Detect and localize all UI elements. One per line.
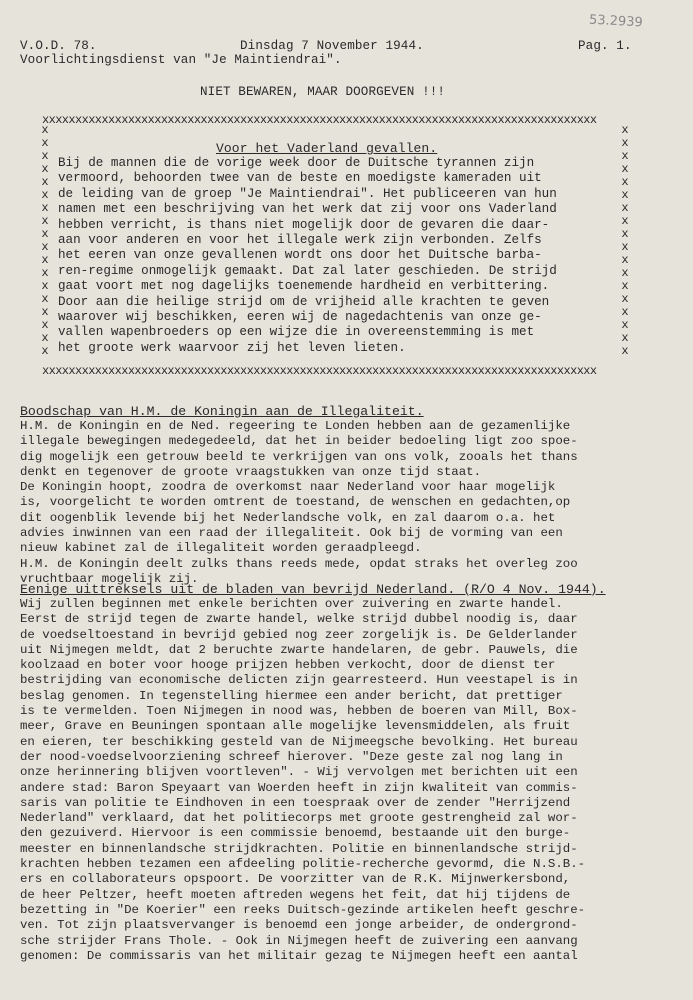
- memorial-line: Door aan die heilige strijd om de vrijheid alle krachten te geven: [58, 294, 550, 309]
- paragraph-line: koolzaad en boter voor hooge prijzen hebben verkocht, door de dienst ter: [20, 658, 556, 673]
- warning-line: NIET BEWAREN, MAAR DOORGEVEN !!!: [200, 85, 446, 99]
- frame-border-right: x x x x x x x x x x x x x x x x x x: [621, 123, 629, 358]
- service-name: Voorlichtingsdienst van "Je Maintiendrai".: [20, 53, 342, 67]
- paragraph-line: uit Nijmegen meldt, dat 2 beruchte zwarte handelaren, de gebr. Pauwels, die: [20, 642, 578, 657]
- frame-border-top: xxxxxxxxxxxxxxxxxxxxxxxxxxxxxxxxxxxxxxxxxxxxxxxxxxxxxxxxxxxxxxxxxxxxxxxxxxxxxxxxxxxx: [42, 113, 597, 127]
- paragraph-line: advies inwinnen van een raad der illegaliteit. Ook bij de vorming van een: [20, 526, 563, 541]
- memorial-text: [58, 156, 618, 356]
- paragraph-line: nieuw kabinet zal de illegaliteit worden geraadpleegd.: [20, 541, 422, 556]
- memorial-line: namen met een beschrijving van het werk dat zij voor ons Vaderland: [58, 202, 557, 217]
- archive-pencil-note: 53.2939: [588, 12, 644, 31]
- memorial-line: vermoord, behoorden twee van de beste en moedigste kameraden uit: [58, 171, 542, 186]
- paragraph-line: Eerst de strijd tegen de zwarte handel, welke strijd dubbel noodig is, daar: [20, 612, 578, 627]
- memorial-line: vallen wapenbroeders op een wijze die in overeenstemming is met: [58, 325, 535, 340]
- memorial-line: aan voor anderen en voor het illegale werk zijn verbonden. Zelfs: [58, 233, 542, 248]
- paragraph-line: de voedseltoestand in bevrijd gebied nog zeer zorgelijk is. De Gelderlander: [20, 627, 578, 642]
- paragraph-line: Nederland" verklaard, dat het politiecorps met groote gestrengheid zal wor-: [20, 811, 578, 826]
- liberated-press-section: [20, 582, 680, 964]
- memorial-line: de leiding van de groep "Je Maintiendrai". Het publiceeren van hun: [58, 186, 557, 201]
- memorial-line: waarover wij beschikken, eeren wij de nagedachtenis van onze ge-: [58, 310, 542, 325]
- liberated-press-title: Eenige uittreksels uit de bladen van bevrijd Nederland. (R/O 4 Nov. 1944).: [20, 582, 606, 597]
- memorial-line: het eeren van onze gevallenen wordt ons door het Duitsche barba-: [58, 248, 542, 263]
- paragraph-line: bestrijding van economische delicten zijn gearresteerd. Hun veestapel is in: [20, 673, 578, 688]
- paragraph-line: dig mogelijk een getrouw beeld te verkrijgen van ons volk, zooals het thans: [20, 449, 578, 464]
- paragraph-line: sche strijder Frans Thole. - Ook in Nijmegen heeft de zuivering een aanvang: [20, 933, 578, 948]
- paragraph-line: bezetting in "De Koerier" een reeks Duitsch-gezinde artikelen heeft geschre-: [20, 902, 586, 917]
- memorial-line: ren-regime onmogelijk gemaakt. Dat zal later geschieden. De strijd: [58, 263, 557, 278]
- frame-border-left: x x x x x x x x x x x x x x x x x x: [41, 123, 49, 358]
- paragraph-line: is te vermelden. Toen Nijmegen in nood was, hebben de boeren van Mill, Box-: [20, 704, 578, 719]
- memorial-line: Bij de mannen die de vorige week door de Duitsche tyrannen zijn: [58, 156, 535, 170]
- paragraph-line: meester en binnenlandsche strijdkrachten. Politie en binnenlandsche strijd-: [20, 841, 578, 856]
- issue-date: Dinsdag 7 November 1944.: [240, 39, 424, 53]
- queen-message-title: Boodschap van H.M. de Koningin aan de Illegaliteit.: [20, 404, 424, 419]
- frame-border-bottom: xxxxxxxxxxxxxxxxxxxxxxxxxxxxxxxxxxxxxxxxxxxxxxxxxxxxxxxxxxxxxxxxxxxxxxxxxxxxxxxxxxxx: [42, 364, 597, 378]
- paragraph-line: andere stad: Baron Speyaart van Woerden heeft in zijn kwaliteit van commis-: [20, 780, 578, 795]
- paragraph-line: den gezuiverd. Hiervoor is een commissie benoemd, bestaande uit den burge-: [20, 826, 571, 841]
- paragraph-line: meer, Grave en Beuningen spontaan alle mogelijke levensmiddelen, als fruit: [20, 719, 571, 734]
- paragraph-line: onze herinnering blijven voortleven". - Wij vervolgen met berichten uit een: [20, 765, 578, 780]
- paragraph-line: dit oogenblik levende bij het Nederlandsche volk, en zal daarom o.a. het: [20, 510, 556, 525]
- queen-message-section: [20, 404, 680, 587]
- paragraph-line: ven. Tot zijn plaatsvervanger is benoemd een jonge arbeider, de ondergrond-: [20, 918, 578, 933]
- memorial-line: het groote werk waarvoor zij het leven lieten.: [58, 340, 406, 355]
- paragraph-line: is, voorgelicht te worden omtrent de toestand, de wenschen en gedachten,op: [20, 495, 571, 510]
- paragraph-line: ers en collaborateurs opspoort. De voorzitter van de R.K. Mijnwerkersbond,: [20, 872, 571, 887]
- paragraph-line: genomen: De commissaris van het militair gezag te Nijmegen heeft een aantal: [20, 948, 578, 963]
- memorial-title: Voor het Vaderland gevallen.: [216, 141, 438, 156]
- paragraph-line: illegale bewegingen medegedeeld, dat het in beider bedoeling ligt zoo spoe-: [20, 434, 578, 449]
- paragraph-line: krachten hebben tezamen een afdeeling politie-recherche gevormd, die N.S.B.-: [20, 857, 586, 872]
- issue-number: V.O.D. 78.: [20, 39, 97, 53]
- paragraph-line: saris van politie te Eindhoven in een toespraak over de zender "Herrijzend: [20, 795, 571, 810]
- paragraph-line: denkt en tegenover de groote vraagstukken van onze tijd staat.: [20, 464, 482, 479]
- paragraph-line: en eieren, ter beschikking gesteld van de Nijmeegsche bevolking. Het bureau: [20, 734, 578, 749]
- paragraph-line: der nood-voedselvoorziening schreef hierover. "Deze geste zal nog lang in: [20, 749, 563, 764]
- page-number: Pag. 1.: [578, 39, 632, 53]
- memorial-line: gaat voort met nog dagelijks toenemende hardheid en verbittering.: [58, 279, 550, 294]
- paragraph-line: beslag genomen. In tegenstelling hiermee een ander bericht, dat prettiger: [20, 688, 563, 703]
- paragraph-line: de heer Peltzer, heeft moeten aftreden wegens het feit, dat hij tijdens de: [20, 887, 571, 902]
- paragraph-line: Wij zullen beginnen met enkele berichten over zuivering en zwarte handel.: [20, 597, 563, 611]
- paragraph-line: De Koningin hoopt, zoodra de overkomst naar Nederland voor haar mogelijk: [20, 480, 556, 495]
- paragraph-line: H.M. de Koningin en de Ned. regeering te Londen hebben aan de gezamenlijke: [20, 419, 571, 433]
- memorial-line: hebben verricht, is thans niet mogelijk door de gevaren die daar-: [58, 217, 550, 232]
- paragraph-line: vruchtbaar mogelijk zij.: [20, 571, 199, 586]
- paragraph-line: H.M. de Koningin deelt zulks thans reeds mede, opdat straks het overleg zoo: [20, 556, 578, 571]
